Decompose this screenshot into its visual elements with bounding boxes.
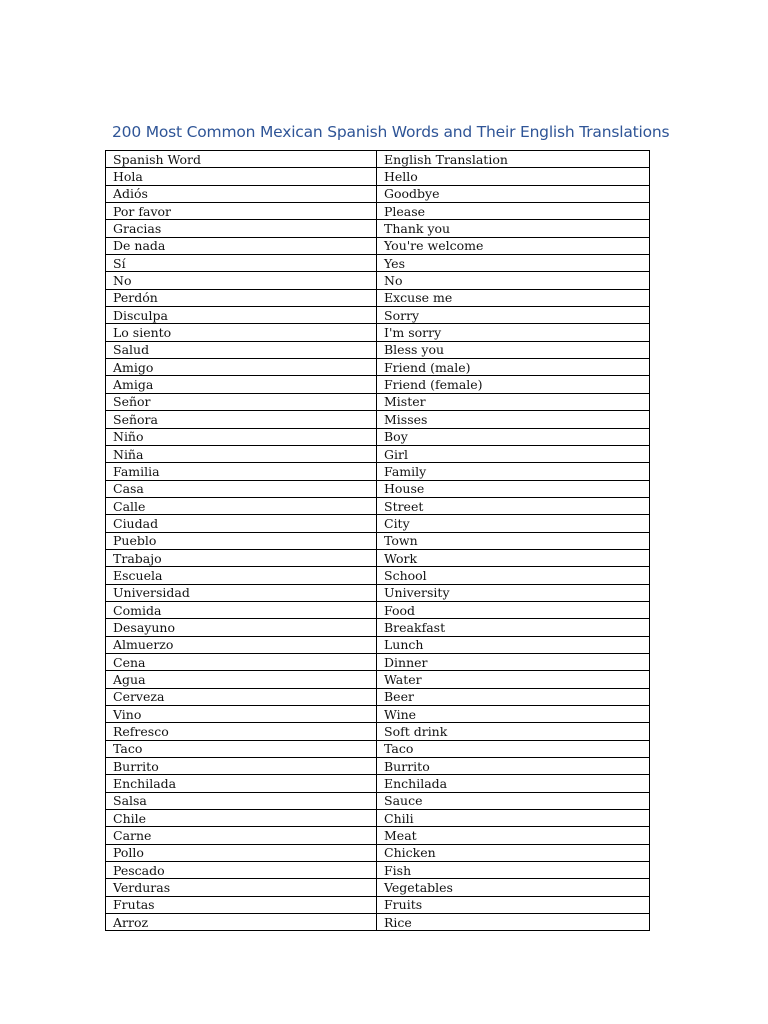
table-header-row bbox=[106, 151, 650, 168]
spanish-word-cell: Cerveza bbox=[106, 688, 377, 705]
english-translation-cell: Water bbox=[377, 671, 650, 688]
table-row bbox=[106, 376, 650, 393]
spanish-word-cell: Cena bbox=[106, 653, 377, 670]
english-translation-cell: I'm sorry bbox=[377, 324, 650, 341]
table-row bbox=[106, 862, 650, 879]
english-translation-cell: Mister bbox=[377, 393, 650, 410]
english-translation-cell: Town bbox=[377, 532, 650, 549]
spanish-word-cell: Comida bbox=[106, 601, 377, 618]
spanish-word-cell: Salud bbox=[106, 341, 377, 358]
table-row bbox=[106, 411, 650, 428]
table-row bbox=[106, 914, 650, 931]
english-translation-cell: Beer bbox=[377, 688, 650, 705]
english-translation-cell: Yes bbox=[377, 255, 650, 272]
table-row bbox=[106, 463, 650, 480]
table-row bbox=[106, 584, 650, 601]
spanish-word-cell: De nada bbox=[106, 237, 377, 254]
spanish-word-cell: Disculpa bbox=[106, 307, 377, 324]
spanish-word-cell: Pueblo bbox=[106, 532, 377, 549]
english-translation-cell: Family bbox=[377, 463, 650, 480]
table-row bbox=[106, 775, 650, 792]
table-row bbox=[106, 428, 650, 445]
table-row bbox=[106, 255, 650, 272]
table-row bbox=[106, 567, 650, 584]
table-row bbox=[106, 601, 650, 618]
spanish-word-cell: Burrito bbox=[106, 758, 377, 775]
table-row bbox=[106, 289, 650, 306]
table-row bbox=[106, 341, 650, 358]
spanish-word-cell: Niña bbox=[106, 445, 377, 462]
table-row bbox=[106, 844, 650, 861]
english-translation-cell: Goodbye bbox=[377, 185, 650, 202]
english-translation-cell: House bbox=[377, 480, 650, 497]
spanish-word-cell: Escuela bbox=[106, 567, 377, 584]
table-row bbox=[106, 185, 650, 202]
english-translation-cell: Please bbox=[377, 203, 650, 220]
english-translation-cell: Enchilada bbox=[377, 775, 650, 792]
spanish-word-cell: Señor bbox=[106, 393, 377, 410]
table-row bbox=[106, 307, 650, 324]
english-translation-cell: Sorry bbox=[377, 307, 650, 324]
table-row bbox=[106, 515, 650, 532]
spanish-word-cell: Frutas bbox=[106, 896, 377, 913]
english-translation-cell: Dinner bbox=[377, 653, 650, 670]
english-translation-cell: Friend (male) bbox=[377, 359, 650, 376]
english-translation-cell: Thank you bbox=[377, 220, 650, 237]
spanish-word-cell: Perdón bbox=[106, 289, 377, 306]
english-translation-cell: Lunch bbox=[377, 636, 650, 653]
spanish-word-cell: Enchilada bbox=[106, 775, 377, 792]
english-translation-cell: University bbox=[377, 584, 650, 601]
english-translation-cell: Rice bbox=[377, 914, 650, 931]
spanish-word-cell: Trabajo bbox=[106, 549, 377, 566]
spanish-word-cell: Gracias bbox=[106, 220, 377, 237]
table-row bbox=[106, 810, 650, 827]
english-translation-cell: Fruits bbox=[377, 896, 650, 913]
spanish-word-cell: Carne bbox=[106, 827, 377, 844]
spanish-word-cell: Amigo bbox=[106, 359, 377, 376]
spanish-word-cell: Chile bbox=[106, 810, 377, 827]
table-row bbox=[106, 723, 650, 740]
table-row bbox=[106, 168, 650, 185]
table-row bbox=[106, 792, 650, 809]
english-translation-cell: Food bbox=[377, 601, 650, 618]
table-row bbox=[106, 497, 650, 514]
table-row bbox=[106, 896, 650, 913]
table-row bbox=[106, 827, 650, 844]
english-translation-cell: Work bbox=[377, 549, 650, 566]
spanish-word-cell: Vino bbox=[106, 706, 377, 723]
spanish-word-cell: Pollo bbox=[106, 844, 377, 861]
spanish-word-cell: Niño bbox=[106, 428, 377, 445]
spanish-word-cell: Sí bbox=[106, 255, 377, 272]
spanish-word-cell: Calle bbox=[106, 497, 377, 514]
english-translation-cell: Sauce bbox=[377, 792, 650, 809]
english-translation-cell: Friend (female) bbox=[377, 376, 650, 393]
spanish-word-cell: Señora bbox=[106, 411, 377, 428]
spanish-word-cell: Arroz bbox=[106, 914, 377, 931]
spanish-word-cell: Hola bbox=[106, 168, 377, 185]
table-row bbox=[106, 532, 650, 549]
english-translation-cell: Meat bbox=[377, 827, 650, 844]
table-row bbox=[106, 549, 650, 566]
spanish-word-cell: Amiga bbox=[106, 376, 377, 393]
english-translation-cell: Excuse me bbox=[377, 289, 650, 306]
table-row bbox=[106, 237, 650, 254]
english-translation-cell: You're welcome bbox=[377, 237, 650, 254]
english-translation-cell: Burrito bbox=[377, 758, 650, 775]
spanish-word-cell: Familia bbox=[106, 463, 377, 480]
english-translation-cell: Vegetables bbox=[377, 879, 650, 896]
spanish-word-cell: Por favor bbox=[106, 203, 377, 220]
english-translation-cell: Wine bbox=[377, 706, 650, 723]
table-body bbox=[106, 151, 650, 931]
table-row bbox=[106, 220, 650, 237]
spanish-word-cell: Adiós bbox=[106, 185, 377, 202]
spanish-word-cell: Taco bbox=[106, 740, 377, 757]
header-english-translation: English Translation bbox=[377, 151, 650, 168]
table-row bbox=[106, 688, 650, 705]
spanish-word-cell: Desayuno bbox=[106, 619, 377, 636]
table-row bbox=[106, 636, 650, 653]
table-row bbox=[106, 480, 650, 497]
english-translation-cell: Boy bbox=[377, 428, 650, 445]
table-row bbox=[106, 272, 650, 289]
spanish-word-cell: Pescado bbox=[106, 862, 377, 879]
english-translation-cell: Soft drink bbox=[377, 723, 650, 740]
english-translation-cell: No bbox=[377, 272, 650, 289]
english-translation-cell: Chili bbox=[377, 810, 650, 827]
spanish-word-cell: Ciudad bbox=[106, 515, 377, 532]
page-title: 200 Most Common Mexican Spanish Words and Their English Translations bbox=[112, 123, 670, 141]
spanish-word-cell: Verduras bbox=[106, 879, 377, 896]
english-translation-cell: Street bbox=[377, 497, 650, 514]
table-row bbox=[106, 619, 650, 636]
english-translation-cell: Bless you bbox=[377, 341, 650, 358]
header-spanish-word: Spanish Word bbox=[106, 151, 377, 168]
spanish-word-cell: Casa bbox=[106, 480, 377, 497]
table-row bbox=[106, 324, 650, 341]
table-row bbox=[106, 393, 650, 410]
spanish-word-cell: Lo siento bbox=[106, 324, 377, 341]
spanish-word-cell: Refresco bbox=[106, 723, 377, 740]
word-table bbox=[105, 150, 650, 931]
spanish-word-cell: Universidad bbox=[106, 584, 377, 601]
table-row bbox=[106, 706, 650, 723]
table-row bbox=[106, 758, 650, 775]
english-translation-cell: City bbox=[377, 515, 650, 532]
table-row bbox=[106, 445, 650, 462]
table-row bbox=[106, 671, 650, 688]
english-translation-cell: Misses bbox=[377, 411, 650, 428]
table-row bbox=[106, 740, 650, 757]
english-translation-cell: Hello bbox=[377, 168, 650, 185]
table-row bbox=[106, 359, 650, 376]
english-translation-cell: School bbox=[377, 567, 650, 584]
table-row bbox=[106, 203, 650, 220]
english-translation-cell: Chicken bbox=[377, 844, 650, 861]
table-row bbox=[106, 653, 650, 670]
english-translation-cell: Girl bbox=[377, 445, 650, 462]
english-translation-cell: Fish bbox=[377, 862, 650, 879]
spanish-word-cell: Almuerzo bbox=[106, 636, 377, 653]
english-translation-cell: Taco bbox=[377, 740, 650, 757]
spanish-word-cell: Salsa bbox=[106, 792, 377, 809]
table-row bbox=[106, 879, 650, 896]
spanish-word-cell: Agua bbox=[106, 671, 377, 688]
spanish-word-cell: No bbox=[106, 272, 377, 289]
english-translation-cell: Breakfast bbox=[377, 619, 650, 636]
